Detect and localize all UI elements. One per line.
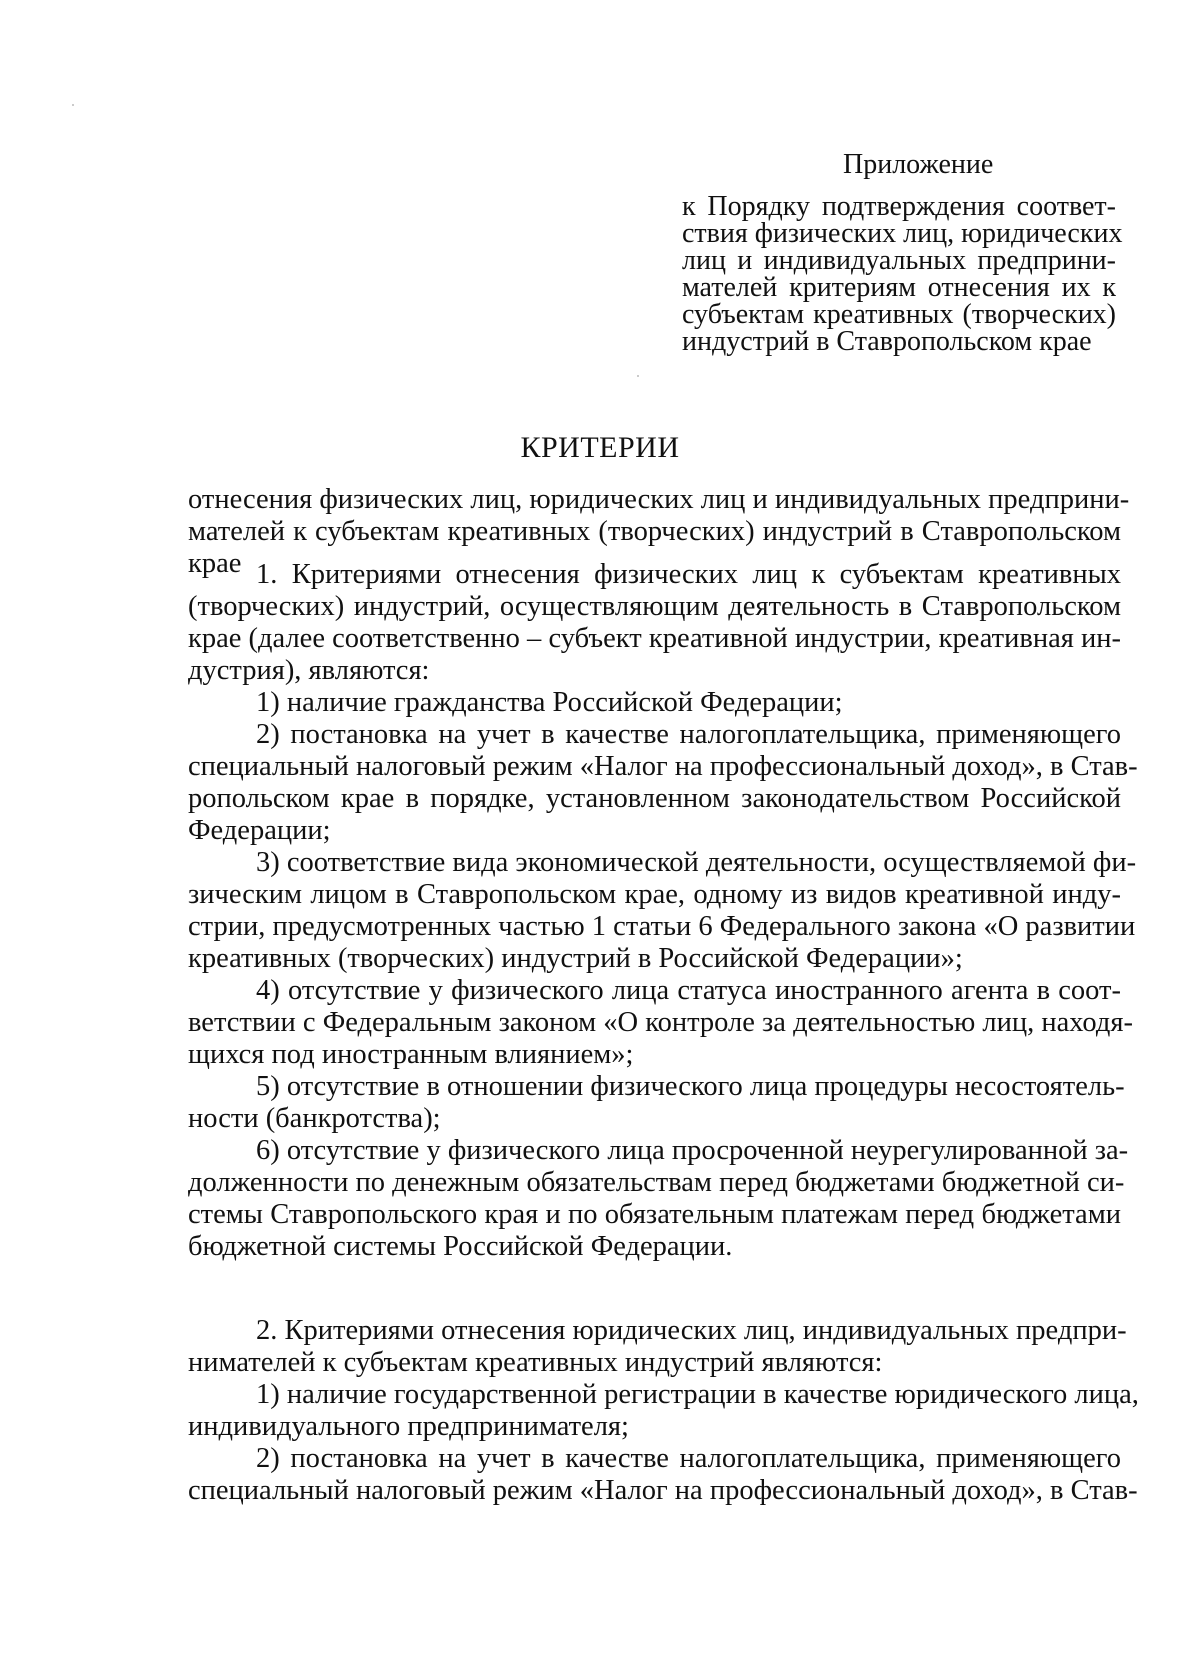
appendix-reference-line: ствия физических лиц, юридических xyxy=(682,218,1123,249)
body-line: Федерации; xyxy=(188,815,331,846)
body-line: 3) соответствие вида экономической деятельности, осуществляемой фи- xyxy=(256,847,1137,878)
body-line: 1) наличие гражданства Российской Федерации; xyxy=(256,687,843,718)
scan-speck xyxy=(72,104,74,106)
body-line: 5) отсутствие в отношении физического лица процедуры несостоятель- xyxy=(256,1071,1125,1102)
body-line: ропольском крае в порядке, установленном законодательством Российской xyxy=(188,783,1121,814)
appendix-reference-line: к Порядку подтверждения соответ- xyxy=(682,191,1116,222)
body-line: 4) отсутствие у физического лица статуса иностранного агента в соот- xyxy=(256,975,1121,1006)
body-line: нимателей к субъектам креативных индустрий являются: xyxy=(188,1347,883,1378)
body-line: стрии, предусмотренных частью 1 статьи 6 Федерального закона «О развитии xyxy=(188,911,1136,942)
body-line: специальный налоговый режим «Налог на профессиональный доход», в Став- xyxy=(188,1475,1138,1506)
body-line: креативных (творческих) индустрий в Российской Федерации»; xyxy=(188,943,963,974)
appendix-reference-line: индустрий в Ставропольском крае xyxy=(682,326,1092,357)
body-line: щихся под иностранным влиянием»; xyxy=(188,1039,634,1070)
body-line: ности (банкротства); xyxy=(188,1103,441,1134)
body-line: 2. Критериями отнесения юридических лиц, индивидуальных предпри- xyxy=(256,1315,1127,1346)
body-line: (творческих) индустрий, осуществляющим деятельность в Ставропольском xyxy=(188,591,1121,622)
body-line: 1. Критериями отнесения физических лиц к субъектам креативных xyxy=(256,559,1121,590)
body-line: индивидуального предпринимателя; xyxy=(188,1411,629,1442)
subtitle-line: отнесения физических лиц, юридических лиц и индивидуальных предприни- xyxy=(188,484,1130,515)
subtitle-line: мателей к субъектам креативных (творческих) индустрий в Ставропольском xyxy=(188,516,1121,547)
document-title: КРИТЕРИИ xyxy=(520,431,680,464)
body-line: 1) наличие государственной регистрации в качестве юридического лица, xyxy=(256,1379,1139,1410)
appendix-reference-line: субъектам креативных (творческих) xyxy=(682,299,1116,330)
appendix-reference-line: лиц и индивидуальных предприни- xyxy=(682,245,1116,276)
body-line: 2) постановка на учет в качестве налогоплательщика, применяющего xyxy=(256,719,1121,750)
scan-speck xyxy=(637,375,639,377)
appendix-reference xyxy=(682,191,1123,357)
body-line: ветствии с Федеральным законом «О контроле за деятельностью лиц, находя- xyxy=(188,1007,1133,1038)
subtitle-line: крае xyxy=(188,548,242,579)
appendix-reference-line: мателей критериям отнесения их к xyxy=(682,272,1116,303)
body-line: 6) отсутствие у физического лица просроченной неурегулированной за- xyxy=(256,1135,1129,1166)
body-line: бюджетной системы Российской Федерации. xyxy=(188,1231,733,1262)
body-line: дустрия), являются: xyxy=(188,655,430,686)
body-line: крае (далее соответственно – субъект креативной индустрии, креативная ин- xyxy=(188,623,1121,654)
body-line: 2) постановка на учет в качестве налогоплательщика, применяющего xyxy=(256,1443,1121,1474)
body-line: зическим лицом в Ставропольском крае, одному из видов креативной инду- xyxy=(188,879,1121,910)
body-line: специальный налоговый режим «Налог на профессиональный доход», в Став- xyxy=(188,751,1138,782)
body-line: долженности по денежным обязательствам перед бюджетами бюджетной си- xyxy=(188,1167,1125,1198)
appendix-title: Приложение xyxy=(843,149,994,180)
body-line: стемы Ставропольского края и по обязательным платежам перед бюджетами xyxy=(188,1199,1121,1230)
